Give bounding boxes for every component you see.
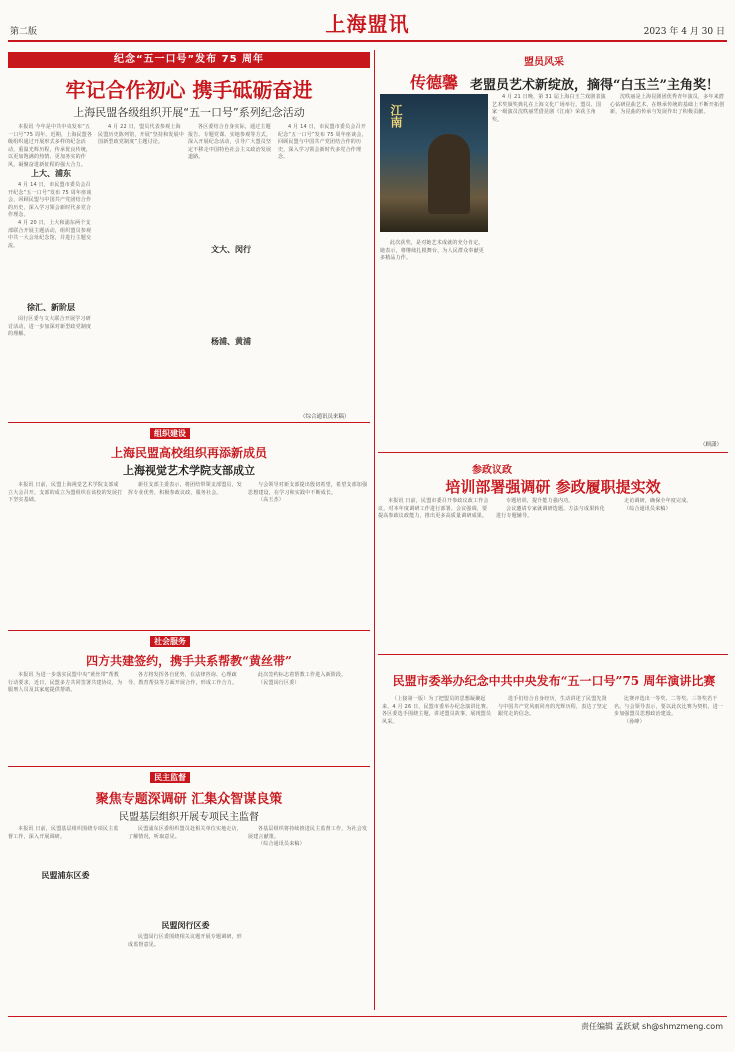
issue-date: 2023 年 4 月 30 日 bbox=[643, 27, 725, 37]
paragraph: 4 月 20 日，上大和浦东两个支部联合开展主题活动，组织盟员参观中共一大会址纪念馆，并进行主题交流。 bbox=[8, 219, 92, 249]
shehui-col-3 bbox=[248, 672, 368, 687]
zuzhi-col-1 bbox=[8, 482, 123, 505]
paragraph: 本报讯 日前，民盟基层组织围绕专项民主监督工作，深入开展调研。 bbox=[8, 826, 119, 840]
divider bbox=[378, 452, 728, 453]
feature-tab-label: 盟员风采 bbox=[524, 57, 564, 68]
paragraph: 比赛评选出一等奖、二等奖、三等奖若干名。与会领导表示，要以此次比赛为契机，进一步加强盟员思想政治建设。 bbox=[614, 696, 724, 718]
article1-col-4 bbox=[98, 124, 184, 147]
section-heading: 民盟浦东区委 bbox=[41, 871, 90, 880]
paragraph: 沈昳丽是上海昆剧团优秀青年演员，多年来潜心钻研昆曲艺术，在继承传统的基础上不断开拓创新，为昆曲的传承与发展作出了积极贡献。 bbox=[610, 94, 725, 116]
paragraph: （民盟闵行区委） bbox=[258, 679, 300, 686]
section-title: 上海民盟高校组织再添新成员 bbox=[110, 446, 267, 460]
section-heading: 杨浦、黄浦 bbox=[211, 337, 251, 346]
section-title: 聚焦专题深调研 汇集众智谋良策 bbox=[95, 792, 283, 807]
article1-col-5 bbox=[188, 124, 274, 162]
section-label: 组织建设 bbox=[150, 428, 190, 439]
opera-poster-image bbox=[380, 94, 488, 232]
article-subhead: 上海民盟各级组织开展“五一口号”系列纪念活动 bbox=[73, 106, 305, 119]
page-number: 第二版 bbox=[10, 27, 38, 37]
canjia-col-3 bbox=[614, 498, 726, 513]
paragraph: 闵行区委与文大联合开展学习研讨活动，进一步加深对新型政党制度的理解。 bbox=[8, 316, 92, 338]
paragraph: 会议邀请专家就调研选题、方法与成果转化进行专题辅导。 bbox=[496, 505, 605, 520]
footer bbox=[8, 1016, 727, 1036]
paragraph: （综合通讯员来稿） bbox=[624, 505, 671, 512]
canjia-label bbox=[472, 458, 552, 476]
feature-mark: 传德馨 bbox=[410, 73, 459, 92]
feature-title: 老盟员艺术新绽放，摘得“白玉兰”主角奖！ bbox=[470, 78, 719, 93]
article-banner: 纪念“五一口号”发布 75 周年 bbox=[8, 52, 370, 68]
article1-col-6 bbox=[278, 124, 368, 162]
paragraph: 民盟闵行区委围绕相关议题开展专题调研，形成监督意见。 bbox=[128, 934, 243, 948]
article1-col-1 bbox=[8, 124, 94, 170]
minzhu-col-1 bbox=[8, 826, 123, 841]
article1-col-2 bbox=[8, 182, 94, 250]
feature-col-1 bbox=[492, 94, 606, 124]
poster-figure bbox=[428, 134, 470, 214]
paragraph: （上接第一版）为了把盟员的思想凝聚起来，4 月 26 日，民盟市委举办纪念演讲比赛。各区委选手围绕主题，讲述盟员故事，展现盟员风采。 bbox=[382, 696, 492, 725]
section-subtitle: 上海视觉艺术学院支部成立 bbox=[123, 464, 255, 477]
paragraph: 新任支部主委表示，将团结带领支部盟员，发挥专业优势，积极参政议政，服务社会。 bbox=[128, 482, 243, 496]
paragraph: （高玉杰） bbox=[258, 497, 285, 504]
paper-title: 上海盟讯 bbox=[325, 12, 410, 36]
article1-col-3 bbox=[8, 316, 94, 339]
paragraph: 选手们结合自身经历，生动讲述了民盟先贤与中国共产党风雨同舟的光辉历程，表达了坚定跟党走的信念。 bbox=[498, 696, 608, 718]
paragraph: 各区委结合自身实际，通过主题报告、专题党课、实地参观等方式，深入开展纪念活动，引导广大盟员坚定不移走中国特色社会主义政治发展道路。 bbox=[188, 124, 272, 161]
feature-tab bbox=[378, 52, 728, 66]
minzhu-col-3 bbox=[248, 826, 368, 849]
paragraph: （孙峰） bbox=[624, 718, 645, 725]
zuzhi-col-3 bbox=[248, 482, 368, 505]
section-heading: 文大、闵行 bbox=[211, 245, 251, 254]
poster-title: 江南 bbox=[389, 104, 403, 128]
paragraph: 4 月 22 日，盟员代表参观上海民盟历史陈列馆，开展“坚持和发展中国新型政党制度”主题讨论。 bbox=[98, 124, 184, 146]
masthead bbox=[8, 6, 727, 42]
divider bbox=[378, 654, 728, 655]
paragraph: 此次获奖，是对她艺术成就的充分肯定。她表示，将继续扎根舞台，为人民群众奉献更多精品力作。 bbox=[380, 240, 485, 262]
section-label: 社会服务 bbox=[150, 636, 190, 647]
paragraph: 各基层组织将持续推进民主监督工作，为社会发展建言献策。 bbox=[248, 826, 368, 840]
paragraph: 本报讯 为进一步落实民盟中央“黄丝带”帮教行动要求，近日，民盟多方共同签署共建协议，为服刑人员及其家庭提供帮助。 bbox=[8, 672, 123, 694]
paragraph: 民盟浦东区委组织盟员赴相关单位实地走访，了解情况，听取意见。 bbox=[128, 826, 243, 840]
editor-credit: 责任编辑 孟跃斌 sh@shmzmeng.com bbox=[580, 1022, 723, 1031]
paragraph: 本报讯 今年是中共中央发布“五一口号”75 周年。近期，上海民盟各级组织通过开展形式多样的纪念活动，重温光辉历程，传承优良传统，以更加饱满的热情、更加务实的作风，凝聚奋进新征程的强大合力。 bbox=[8, 124, 93, 168]
shehui-col-1 bbox=[8, 672, 123, 695]
divider bbox=[8, 422, 370, 423]
big-col-2 bbox=[498, 696, 610, 719]
divider bbox=[8, 766, 370, 767]
column-divider bbox=[374, 50, 375, 1010]
canjia-title: 培训部署强调研 参政履职提实效 bbox=[445, 478, 661, 496]
shehui-col-2 bbox=[128, 672, 243, 687]
section-subtitle: 民盟基层组织开展专项民主监督 bbox=[119, 812, 259, 823]
feature-signature: （顾潇） bbox=[700, 442, 723, 448]
section-heading: 民盟闵行区委 bbox=[161, 921, 210, 930]
speech-contest-title: 民盟市委举办纪念中共中央发布“五一口号”75 周年演讲比赛 bbox=[392, 674, 716, 688]
article1-signature: （综合通讯员来稿） bbox=[300, 414, 350, 420]
article-headline: 牢记合作初心 携手砥砺奋进 bbox=[65, 78, 313, 102]
paragraph: 4 月 14 日，市民盟市委员会召开纪念“五一口号”发布 75 周年座谈会，回顾民盟与中国共产党团结合作的历史，深入学习领会新时代多党合作理念。 bbox=[8, 182, 92, 219]
paragraph: 本报讯 日前，民盟市委召开参政议政工作会议，对本年度调研工作进行部署。会议强调，要提高参政议政能力，推出更多高质量调研成果。 bbox=[378, 498, 489, 520]
canjia-label-text: 参政议政 bbox=[472, 465, 512, 476]
canjia-col-2 bbox=[496, 498, 608, 521]
minzhu-col-2b bbox=[128, 934, 243, 949]
divider bbox=[8, 630, 370, 631]
paragraph: （综合通讯员来稿） bbox=[258, 841, 305, 848]
minzhu-col-2 bbox=[128, 826, 243, 841]
section-heading: 徐汇、新阶层 bbox=[27, 303, 75, 312]
big-col-1 bbox=[382, 696, 494, 726]
paragraph: 此次签约标志着帮教工作进入新阶段。 bbox=[258, 672, 347, 678]
paragraph: 本报讯 日前，民盟上海视觉艺术学院支部成立大会召开。支部的成立为盟组织在该校的发展打下坚实基础。 bbox=[8, 482, 123, 504]
big-col-3 bbox=[614, 696, 726, 726]
paragraph: 各方将发挥各自优势，在法律咨询、心理疏导、教育帮扶等方面开展合作，形成工作合力。 bbox=[128, 672, 238, 686]
paragraph: 与会领导对新支部提出殷切希望，希望支部加强思想建设，在学习和实践中不断成长。 bbox=[248, 482, 368, 496]
section-label: 民主监督 bbox=[150, 772, 190, 783]
feature-col-2 bbox=[610, 94, 726, 117]
paragraph: 走访调研，确保全年度完成。 bbox=[624, 498, 692, 504]
canjia-col-1 bbox=[378, 498, 490, 521]
zuzhi-col-2 bbox=[128, 482, 243, 497]
feature-col-3 bbox=[380, 240, 488, 263]
paragraph: 4 月 14 日，市民盟市委员会召开纪念“五一口号”发布 75 周年座谈会，回顾民盟与中国共产党团结合作的历史，深入学习领会新时代多党合作理念。 bbox=[278, 124, 367, 161]
section-title: 四方共建签约，携手共系帮教“黄丝带” bbox=[86, 654, 292, 668]
paragraph: 4 月 21 日晚，第 31 届上海白玉兰戏剧表演艺术奖颁奖典礼在上海文化广场举行。盟员、国家一级演员沈昳丽凭借昆剧《江南》荣获主角奖。 bbox=[492, 94, 606, 123]
paragraph: 专题培训，提升能力强内功。 bbox=[506, 498, 574, 504]
section-heading: 上大、浦东 bbox=[31, 169, 71, 178]
